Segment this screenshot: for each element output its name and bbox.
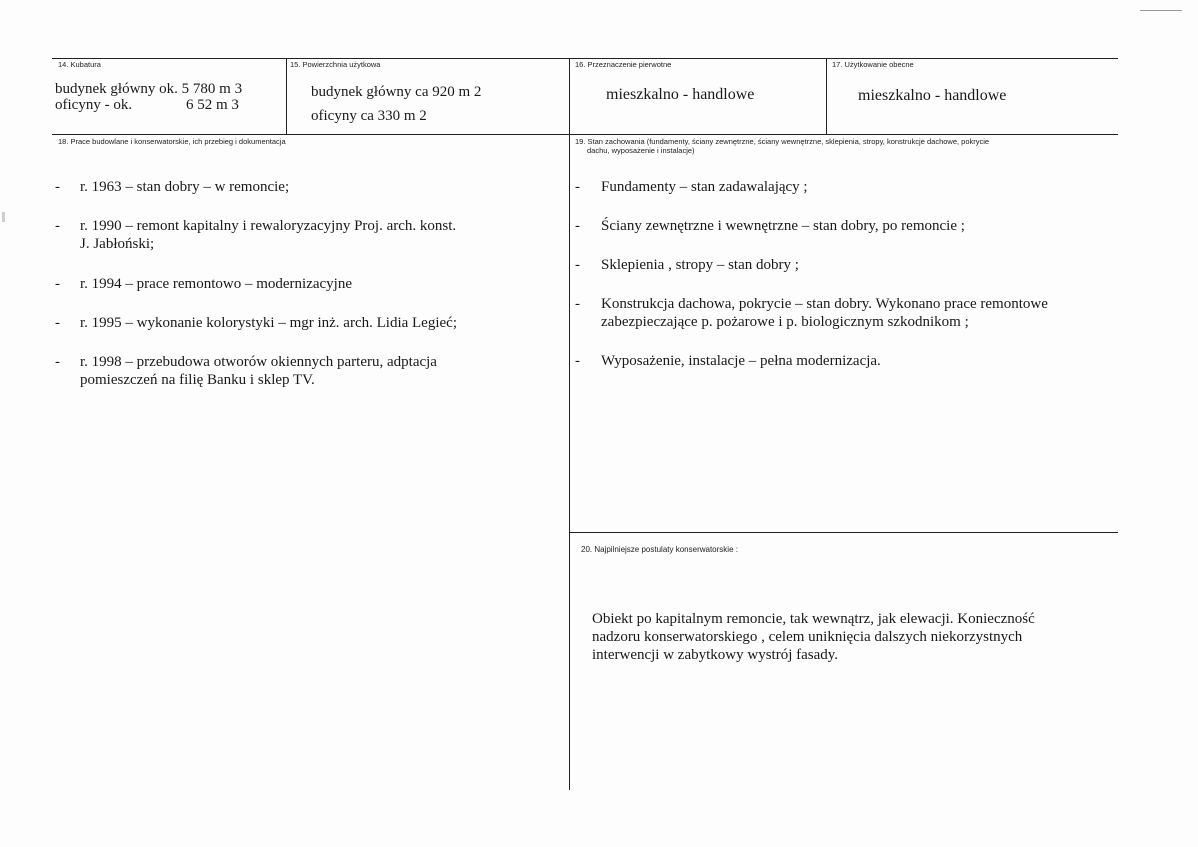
list-dash: - [575,353,580,369]
works-item-text: r. 1990 – remont kapitalny i rewaloryzacyjny Proj. arch. konst. J. Jabłoński; [80,218,457,252]
works-list-item [55,178,555,218]
condition-item-text: Fundamenty – stan zadawalający ; [601,179,808,195]
field-14-line1: budynek główny ok. 5 780 m 3 [55,81,243,97]
list-dash: - [55,276,60,292]
condition-item-text: Ściany zewnętrzne i wewnętrzne – stan dobry, po remoncie ; [601,218,965,234]
condition-item-text: Wyposażenie, instalacje – pełna modernizacja. [601,353,881,369]
divider-16-17 [826,58,827,135]
works-item-text: r. 1963 – stan dobry – w remoncie; [80,179,290,195]
condition-item-text: Konstrukcja dachowa, pokrycie – stan dobry. Wykonano prace remontowe zabezpieczające p. pożarowe i p. biologicznym szkodnikom ; [601,296,1048,330]
condition-list-item [575,217,1115,237]
list-dash: - [575,257,580,273]
field-14-line2-label: oficyny - ok. [55,97,133,113]
field-14-label: 14. Kubatura [58,60,101,69]
condition-list-item [575,352,1115,372]
list-dash: - [55,315,60,331]
works-item-text: r. 1995 – wykonanie kolorystyki – mgr inż. arch. Lidia Legieć; [80,315,457,331]
field-14-line2-value: 6 52 m 3 [186,97,239,113]
works-item-text: r. 1998 – przebudowa otworów okiennych parteru, adptacja pomieszczeń na filię Banku i sklep TV. [80,354,437,388]
field-15-line2: oficyny ca 330 m 2 [311,108,427,124]
list-dash: - [575,179,580,195]
field-15-line1: budynek główny ca 920 m 2 [311,84,482,100]
scan-edge-mark [1140,10,1182,11]
condition-list-item [575,256,1115,276]
field-19-label-cont: dachu, wyposażenie i instalacje) [587,146,695,155]
list-dash: - [55,218,60,234]
condition-list-item [575,178,1115,198]
condition-list-item [575,295,1120,335]
center-column-divider [569,58,570,790]
field-17-label: 17. Użytkowanie obecne [832,60,914,69]
field-20-text [592,610,1112,670]
field-17-value: mieszkalno - handlowe [858,87,1007,104]
works-list-item [55,314,555,334]
works-item-text: r. 1994 – prace remontowo – modernizacyjne [80,276,352,292]
list-dash: - [575,296,580,312]
scan-edge-mark-left [2,212,5,222]
field-15-label: 15. Powierzchnia użytkowa [290,60,381,69]
works-list-item [55,353,555,393]
list-dash: - [575,218,580,234]
field-16-value: mieszkalno - handlowe [606,86,755,103]
field-20-label: 20. Najpilniejsze postulaty konserwatorskie : [581,545,738,554]
postulates-text: Obiekt po kapitalnym remoncie, tak wewnątrz, jak elewacji. Konieczność nadzoru konserwatorskiego , celem uniknięcia dalszych niekorzystnych interwencji w zabytkowy wystrój fasady. [592,611,1035,663]
condition-item-text: Sklepienia , stropy – stan dobry ; [601,257,799,273]
field-19-label: 19. Stan zachowania (fundamenty, ściany zewnętrzne, ściany wewnętrzne, sklepienia, stropy, konstrukcje dachowe, pokrycie [575,137,990,146]
list-dash: - [55,354,60,370]
form-top-border [52,58,1118,59]
works-list-item [55,275,555,295]
header-row-divider [52,134,1118,135]
works-list-item [55,217,555,257]
field-16-label: 16. Przeznaczenie pierwotne [575,60,672,69]
list-dash: - [55,179,60,195]
field-18-label: 18. Prace budowlane i konserwatorskie, ich przebieg i dokumentacja [58,137,286,146]
section-20-divider [569,532,1118,533]
divider-14-15 [286,58,287,135]
